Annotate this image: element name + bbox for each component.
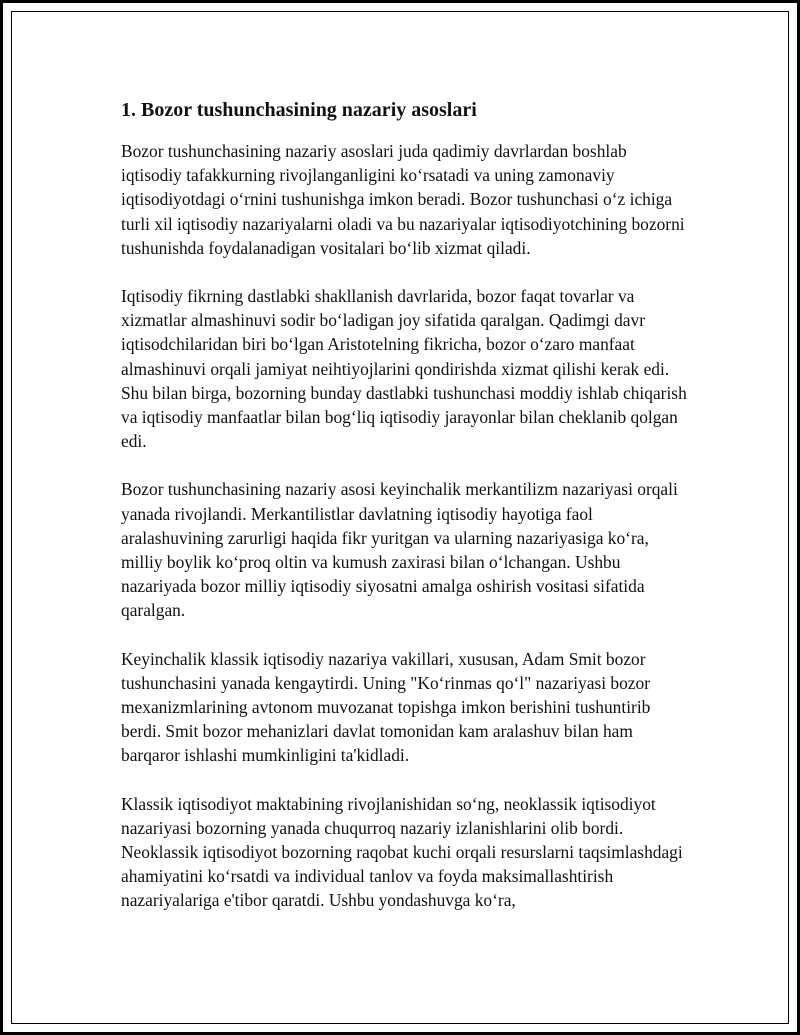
paragraph: Iqtisodiy fikrning dastlabki shakllanish davrlarida, bozor faqat tovarlar va xizmatlar almashinuvi sodir boʻladigan joy sifatida qaralgan. Qadimgi davr iqtisodchilaridan biri boʻlgan Aristotelning fikricha, bozor oʻzaro manfaat almashinuvi orqali jamiyat neihtiyojlarini qondirishda xizmat qilishi kerak edi. Shu bilan birga, bozorning bunday dastlabki tushunchasi moddiy ishlab chiqarish va iqtisodiy manfaatlar bilan bogʻliq iqtisodiy jarayonlar bilan cheklanib qolgan edi. — [121, 286, 687, 452]
paragraph: Bozor tushunchasining nazariy asosi keyinchalik merkantilizm nazariyasi orqali yanada rivojlandi. Merkantilistlar davlatning iqtisodiy hayotiga faol aralashuvining zarurligi haqida fikr yuritgan va ularning nazariyasiga koʻra, milliy boylik koʻproq oltin va kumush zaxirasi bilan oʻlchangan. Ushbu nazariyada bozor milliy iqtisodiy siyosatni amalga oshirish vositasi sifatida qaralgan. — [121, 479, 678, 621]
paragraph: Keyinchalik klassik iqtisodiy nazariya vakillari, xususan, Adam Smit bozor tushunchasini yanada kengaytirdi. Uning "Koʻrinmas qoʻl" nazariyasi bozor mexanizmlarining avtonom muvozanat topishga imkon berishini tushuntirib berdi. Smit bozor mehanizlari davlat tomonidan kam aralashuv bilan ham barqaror ishlashi mumkinligini ta'kidladi. — [121, 648, 651, 766]
paragraph: Klassik iqtisodiyot maktabining rivojlanishidan soʻng, neoklassik iqtisodiyot nazariyasi bozorning yanada chuqurroq nazariy izlanishlarini olib bordi. Neoklassik iqtisodiyot bozorning raqobat kuchi orqali resurslarni taqsimlashdagi ahamiyatini koʻrsatdi va individual tanlov va foyda maksimallashtirish nazariyalariga e'tibor qaratdi. Ushbu yondashuvga koʻra, — [121, 793, 683, 911]
document-body — [121, 97, 691, 937]
section-heading: 1. Bozor tushunchasining nazariy asoslari — [121, 99, 477, 121]
paragraph: Bozor tushunchasining nazariy asoslari juda qadimiy davrlardan boshlab iqtisodiy tafakkurning rivojlanganligini koʻrsatadi va uning zamonaviy iqtisodiyotdagi oʻrnini tushunishga imkon beradi. Bozor tushunchasi oʻz ichiga turli xil iqtisodiy nazariyalarni oladi va bu nazariyalar iqtisodiyotchining bozorni tushunishda foydalanadigan vositalari boʻlib xizmat qiladi. — [121, 141, 685, 258]
